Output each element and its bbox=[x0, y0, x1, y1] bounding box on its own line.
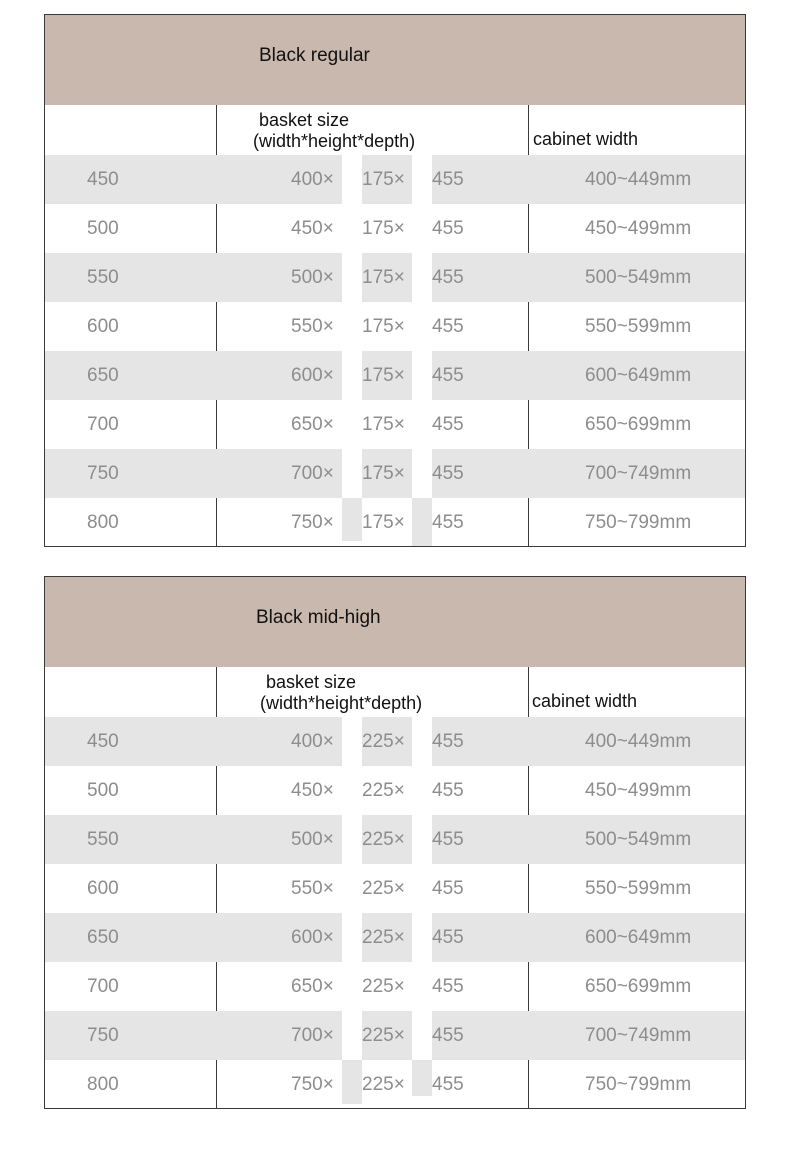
table-body bbox=[45, 717, 745, 1108]
table-title: Black mid-high bbox=[256, 607, 381, 628]
cabinet-width-cell: 750~799mm bbox=[585, 512, 692, 533]
cabinet-width-cell: 600~649mm bbox=[585, 365, 692, 386]
column-gap bbox=[412, 155, 432, 204]
table-title: Black regular bbox=[259, 45, 370, 66]
table-row bbox=[45, 498, 745, 546]
table-row bbox=[45, 1011, 745, 1060]
width-cell: 750× bbox=[291, 512, 334, 533]
height-cell: 225× bbox=[362, 1025, 405, 1046]
size-cell: 450 bbox=[87, 169, 119, 190]
column-gap bbox=[342, 913, 362, 962]
width-cell: 500× bbox=[291, 267, 334, 288]
width-cell: 650× bbox=[291, 976, 334, 997]
height-cell: 175× bbox=[362, 463, 405, 484]
cabinet-width-cell: 550~599mm bbox=[585, 316, 692, 337]
table-row bbox=[45, 1060, 745, 1108]
height-cell: 175× bbox=[362, 414, 405, 435]
size-cell: 550 bbox=[87, 829, 119, 850]
width-cell: 500× bbox=[291, 829, 334, 850]
title-band bbox=[45, 15, 745, 105]
title-band bbox=[45, 577, 745, 667]
cabinet-width-cell: 450~499mm bbox=[585, 218, 692, 239]
cabinet-width-cell: 650~699mm bbox=[585, 414, 692, 435]
table-row bbox=[45, 766, 745, 815]
width-cell: 600× bbox=[291, 927, 334, 948]
column-gap bbox=[412, 253, 432, 302]
column-gap-stub bbox=[342, 498, 362, 541]
size-cell: 650 bbox=[87, 927, 119, 948]
size-cell: 450 bbox=[87, 731, 119, 752]
width-cell: 550× bbox=[291, 878, 334, 899]
header-basket-line2: (width*height*depth) bbox=[260, 693, 423, 713]
height-cell: 225× bbox=[362, 829, 405, 850]
column-gap bbox=[412, 913, 432, 962]
size-cell: 800 bbox=[87, 1074, 119, 1095]
height-cell: 175× bbox=[362, 267, 405, 288]
header-basket-line1: basket size bbox=[266, 672, 357, 692]
table-black-regular bbox=[44, 14, 746, 547]
height-cell: 175× bbox=[362, 169, 405, 190]
depth-cell: 455 bbox=[432, 1025, 464, 1046]
width-cell: 700× bbox=[291, 463, 334, 484]
column-gap bbox=[342, 351, 362, 400]
depth-cell: 455 bbox=[432, 169, 464, 190]
column-gap bbox=[412, 351, 432, 400]
height-cell: 225× bbox=[362, 780, 405, 801]
header-basket-size bbox=[260, 672, 423, 714]
width-cell: 750× bbox=[291, 1074, 334, 1095]
header-basket-line1: basket size bbox=[259, 110, 350, 130]
table-row bbox=[45, 717, 745, 766]
depth-cell: 455 bbox=[432, 218, 464, 239]
depth-cell: 455 bbox=[432, 267, 464, 288]
size-cell: 700 bbox=[87, 414, 119, 435]
table-row bbox=[45, 449, 745, 498]
depth-cell: 455 bbox=[432, 829, 464, 850]
column-gap bbox=[412, 1011, 432, 1060]
column-gap-stub bbox=[342, 1060, 362, 1104]
width-cell: 450× bbox=[291, 780, 334, 801]
height-cell: 225× bbox=[362, 878, 405, 899]
depth-cell: 455 bbox=[432, 414, 464, 435]
table-row bbox=[45, 351, 745, 400]
table-row bbox=[45, 400, 745, 449]
depth-cell: 455 bbox=[432, 731, 464, 752]
table-body bbox=[45, 155, 745, 546]
depth-cell: 455 bbox=[432, 463, 464, 484]
column-gap bbox=[342, 253, 362, 302]
width-cell: 450× bbox=[291, 218, 334, 239]
header-cabinet-width: cabinet width bbox=[533, 129, 639, 149]
depth-cell: 455 bbox=[432, 1074, 464, 1095]
cabinet-width-cell: 400~449mm bbox=[585, 169, 692, 190]
size-cell: 600 bbox=[87, 878, 119, 899]
depth-cell: 455 bbox=[432, 780, 464, 801]
width-cell: 700× bbox=[291, 1025, 334, 1046]
cabinet-width-cell: 500~549mm bbox=[585, 267, 692, 288]
table-row bbox=[45, 962, 745, 1011]
cabinet-width-cell: 400~449mm bbox=[585, 731, 692, 752]
cabinet-width-cell: 650~699mm bbox=[585, 976, 692, 997]
table-row bbox=[45, 204, 745, 253]
header-cabinet-width: cabinet width bbox=[532, 691, 638, 711]
height-cell: 225× bbox=[362, 731, 405, 752]
table-row bbox=[45, 253, 745, 302]
width-cell: 400× bbox=[291, 169, 334, 190]
depth-cell: 455 bbox=[432, 878, 464, 899]
height-cell: 225× bbox=[362, 976, 405, 997]
depth-cell: 455 bbox=[432, 365, 464, 386]
table-row bbox=[45, 155, 745, 204]
cabinet-width-cell: 450~499mm bbox=[585, 780, 692, 801]
height-cell: 225× bbox=[362, 1074, 405, 1095]
column-gap bbox=[412, 449, 432, 498]
cabinet-width-cell: 600~649mm bbox=[585, 927, 692, 948]
column-gap bbox=[342, 717, 362, 766]
cabinet-width-cell: 500~549mm bbox=[585, 829, 692, 850]
size-cell: 550 bbox=[87, 267, 119, 288]
height-cell: 175× bbox=[362, 218, 405, 239]
size-cell: 700 bbox=[87, 976, 119, 997]
size-cell: 800 bbox=[87, 512, 119, 533]
column-gap-stub bbox=[412, 498, 432, 546]
column-gap bbox=[342, 1011, 362, 1060]
size-cell: 500 bbox=[87, 780, 119, 801]
column-gap bbox=[342, 815, 362, 864]
width-cell: 600× bbox=[291, 365, 334, 386]
table-black-mid-high bbox=[44, 576, 746, 1109]
header-basket-size bbox=[253, 110, 416, 152]
header-basket-line2: (width*height*depth) bbox=[253, 131, 416, 151]
cabinet-width-cell: 550~599mm bbox=[585, 878, 692, 899]
column-gap bbox=[412, 717, 432, 766]
size-cell: 650 bbox=[87, 365, 119, 386]
height-cell: 175× bbox=[362, 365, 405, 386]
size-cell: 750 bbox=[87, 1025, 119, 1046]
depth-cell: 455 bbox=[432, 512, 464, 533]
depth-cell: 455 bbox=[432, 976, 464, 997]
column-gap bbox=[342, 449, 362, 498]
depth-cell: 455 bbox=[432, 316, 464, 337]
cabinet-width-cell: 700~749mm bbox=[585, 463, 692, 484]
table-row bbox=[45, 864, 745, 913]
column-gap bbox=[412, 815, 432, 864]
width-cell: 550× bbox=[291, 316, 334, 337]
size-cell: 500 bbox=[87, 218, 119, 239]
cabinet-width-cell: 750~799mm bbox=[585, 1074, 692, 1095]
height-cell: 175× bbox=[362, 512, 405, 533]
size-cell: 600 bbox=[87, 316, 119, 337]
depth-cell: 455 bbox=[432, 927, 464, 948]
table-row bbox=[45, 815, 745, 864]
width-cell: 650× bbox=[291, 414, 334, 435]
table-row bbox=[45, 913, 745, 962]
column-gap-stub bbox=[412, 1060, 432, 1096]
cabinet-width-cell: 700~749mm bbox=[585, 1025, 692, 1046]
table-row bbox=[45, 302, 745, 351]
size-cell: 750 bbox=[87, 463, 119, 484]
width-cell: 400× bbox=[291, 731, 334, 752]
height-cell: 175× bbox=[362, 316, 405, 337]
column-gap bbox=[342, 155, 362, 204]
height-cell: 225× bbox=[362, 927, 405, 948]
